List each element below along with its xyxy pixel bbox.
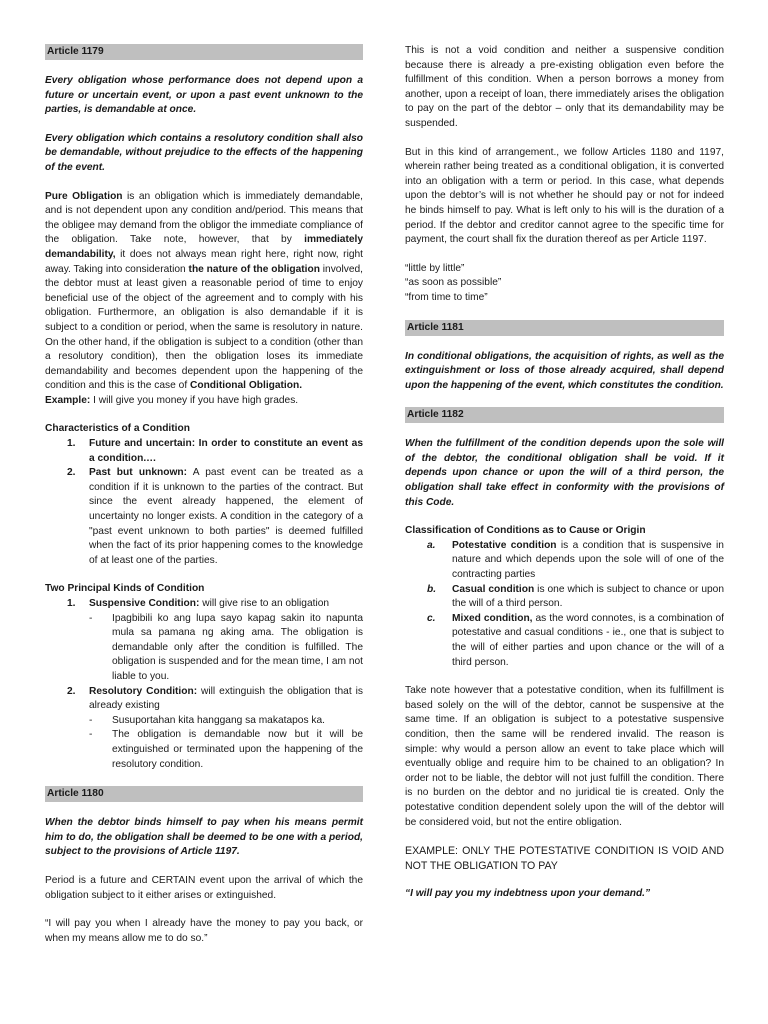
article-1181-text: In conditional obligations, the acquisition of rights, as well as the extinguishment or loss of those already acquired, shall depend upon the happening of the event, which constitutes the condition. <box>405 350 724 391</box>
dash-item: - The obligation is demandable now but it will be extinguished or terminated upon the happening of the resolutory condition. <box>89 729 363 770</box>
kind-item-resolutory: 2. Resolutory Condition: will extinguish the obligation that is already existing <box>67 685 363 712</box>
example-caps: EXAMPLE: ONLY THE POTESTATIVE CONDITION IS VOID AND NOT THE OBLIGATION TO PAY <box>405 845 724 872</box>
article-1182-header: Article 1182 <box>405 407 724 423</box>
pure-obligation-paragraph: Pure Obligation is an obligation which is immediately demandable, and is not dependent upon any condition and/period. This means that the obligee may demand from the obligor the immediate compliance of the obligation. Take note, however, that by immediately demandability, it does not always mean right here, right now, right away. Taking into consideration the nature of the obligation involved, the debtor must at least given a reasonable period of time to enjoy beneficial use of the object of the agreement and to comply with his obligation. Furthermore, an obligation is also demandable if it is subject to a condition or period, when the same is resolutory in nature. On the other hand, if the obligation is subject to a condition (other than a resolutory condition), then the obligation loses its immediate demandability and becomes dependent upon the happening of the condition and this is the case of Conditional Obligation. <box>45 190 363 392</box>
classification-item: b. Casual condition is one which is subject to chance or upon the will of a third person. <box>427 583 724 610</box>
right-column <box>405 44 724 916</box>
quote-line: “as soon as possible” <box>405 277 502 289</box>
kind-item-suspensive: 1. Suspensive Condition: will give rise to an obligation <box>67 598 330 609</box>
classification-title: Classification of Conditions as to Cause or Origin <box>405 525 646 537</box>
potestative-note-paragraph: Take note however that a potestative condition, when its fulfillment is based solely on the will of the debtor, cannot be suspensive at the same time. If an obligation is subject to a potestative suspensive condition, then the same will be rendered invalid. The reason is simple: why would a person allow an event to take place which will eventually oblige and require him to be chained to an obligation? In order not to be liable, the debtor will not just fulfill the condition. There is no burden on the debtor and no juridical tie is created. Only the potestative condition dependent solely upon the will of the debtor will be considered void, but not the entire obligation. <box>405 685 724 828</box>
quote-line: “from time to time” <box>405 291 488 303</box>
period-definition: Period is a future and CERTAIN event upon the arrival of which the obligation subject to it either arises or extinguished. <box>45 874 363 901</box>
quote-line: “little by little” <box>405 262 465 274</box>
arrangement-paragraph: But in this kind of arrangement., we follow Articles 1180 and 1197, wherein rather being treated as a conditional obligation, it is converted into an obligation with a term or period. In this case, what depends upon the debtor’s will is not whether he should pay or not for indeed he binds himself to pay. What is left only to his will is the duration of a period. If the debtor and creditor cannot agree to the specific time for payment, the court shall fix the duration thereof as per Article 1197. <box>405 146 724 246</box>
article-1179-text-2: Every obligation which contains a resolutory condition shall also be demandable, without prejudice to the effects of the happening of the event. <box>45 132 363 173</box>
article-1181-header: Article 1181 <box>405 320 724 336</box>
characteristic-item: 1. Future and uncertain: In order to constitute an event as a condition.… <box>67 438 363 464</box>
pure-obligation-example: Example: I will give you money if you have high grades. <box>45 394 299 406</box>
characteristic-item: 2. Past but unknown: A past event can be treated as a condition if it is unknown to the parties of the contract. But since the event already happened, the element of uncertainty no longer exists. A condition in the category of a "past event unknown to both parties" is deemed fulfilled when the fact of its prior happening comes to the knowledge of at least one of the parties. <box>67 467 363 566</box>
dash-item: - Ipagbibili ko ang lupa sayo kapag sakin ito napunta mula sa pamana ng aking ama. The obligation is demandable only after the condition is fulfilled. The obligation is suspended and for the mean time, I am not liable to you. <box>89 612 363 682</box>
article-1180-text: When the debtor binds himself to pay when his means permit him to do, the obligation shall be deemed to be one with a period, subject to the provisions of Article 1197. <box>45 817 363 858</box>
example-quote: “I will pay you my indebtness upon your demand.” <box>405 888 651 900</box>
classification-item: c. Mixed condition, as the word connotes, is a combination of potestative and casual conditions - ie., one that is subject to the will of either parties and upon chance or the will of a third person. <box>427 612 724 668</box>
characteristics-title: Characteristics of a Condition <box>45 423 190 435</box>
kinds-title: Two Principal Kinds of Condition <box>45 583 205 595</box>
dash-item: - Susuportahan kita hanggang sa makatapos ka. <box>89 714 325 726</box>
article-1179-header: Article 1179 <box>45 44 363 60</box>
left-column <box>45 44 363 960</box>
article-1182-text: When the fulfillment of the condition depends upon the sole will of the debtor, the conditional obligation shall be void. If it depends upon chance or upon the will of a third person, the obligation shall take effect in conformity with the provisions of this Code. <box>405 438 724 508</box>
period-example-quote: “I will pay you when I already have the money to pay you back, or when my means allow me to do so.” <box>45 918 363 944</box>
classification-item: a. Potestative condition is a condition that is suspensive in nature and which depends upon the sole will of one of the contracting parties <box>427 539 724 581</box>
article-1180-header: Article 1180 <box>45 786 363 802</box>
article-1179-text-1: Every obligation whose performance does not depend upon a future or uncertain event, or upon a past event unknown to the parties, is demandable at once. <box>45 75 363 116</box>
void-condition-paragraph: This is not a void condition and neither a suspensive condition because there is already a pre-existing obligation even before the fulfillment of this condition. When a person borrows a money from another, upon a receipt of loan, there immediately arises the obligation to pay on the part of the debtor – only that its demandability may be suspended. <box>405 45 724 129</box>
